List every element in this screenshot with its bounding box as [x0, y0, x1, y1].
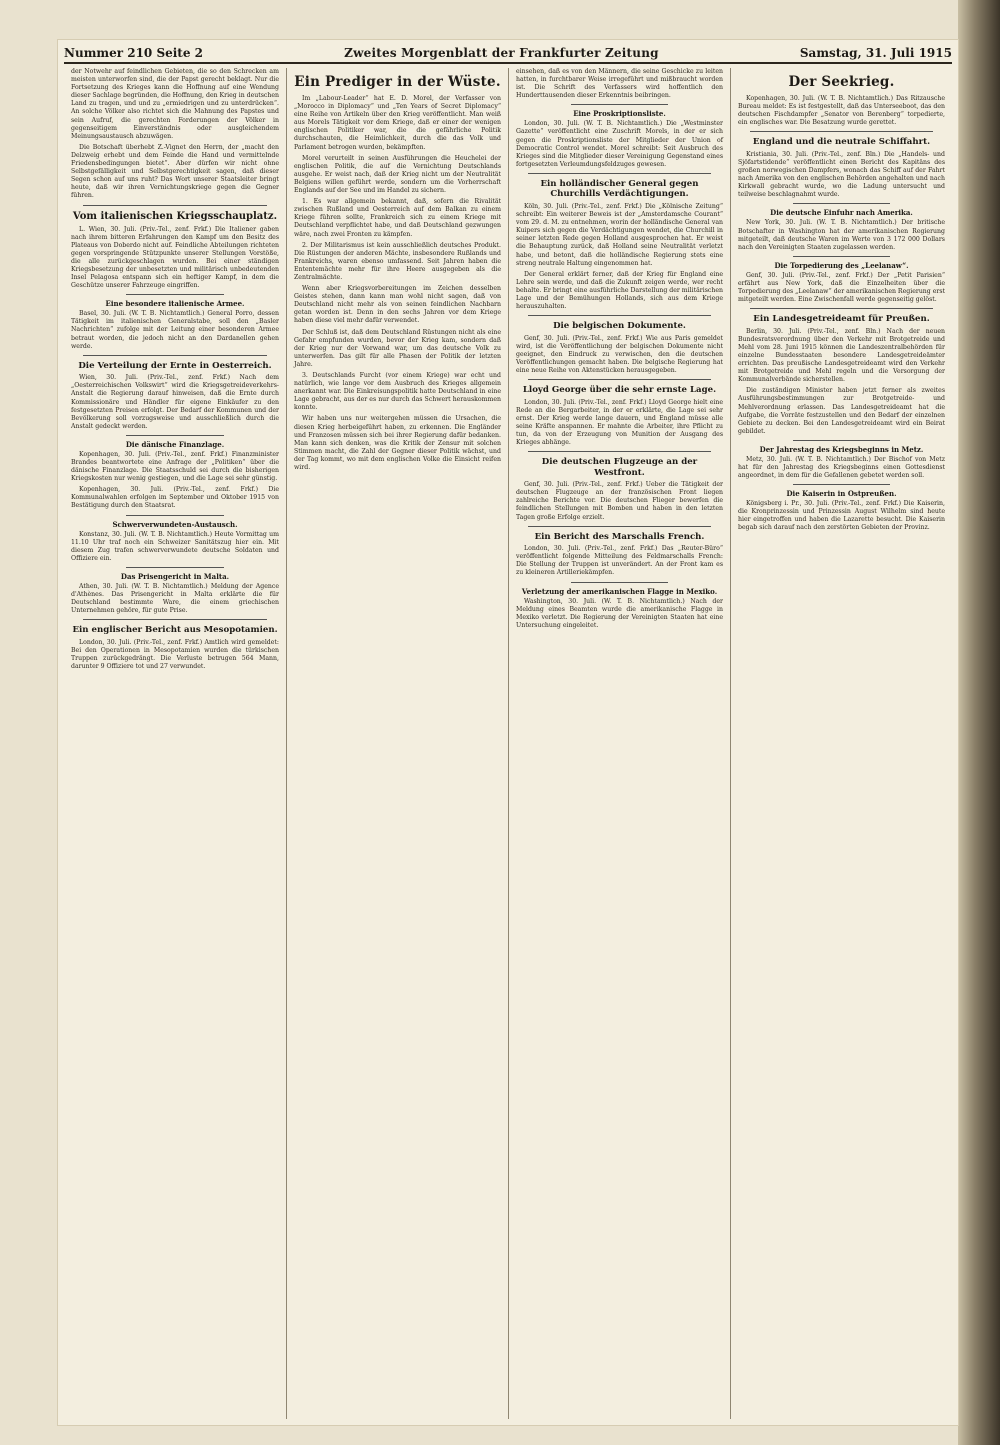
article-text: Washington, 30. Juli. (W. T. B. Nichtamtlich.) Nach der Meldung eines Beamten wurde die amerikanische Flagge in Mexiko verletzt. Die Regierung der Vereinigten Staaten hat eine Untersuchung eingeleitet. — [516, 597, 723, 629]
headline: Die Torpedierung des „Leelanaw“. — [774, 260, 909, 270]
column-1 — [64, 68, 286, 1419]
columns — [64, 68, 952, 1419]
article-text: 2. Der Militarismus ist kein ausschließlich deutsches Produkt. Die Rüstungen der anderen Mächte, insbesondere Rußlands und Frankreichs, waren ebenso umfassend. Seit Jahren haben die Ententemächte mehr für ihre Heere ausgegeben als die Zentralmächte. — [294, 241, 501, 281]
article-text: New York, 30. Juli. (W. T. B. Nichtamtlich.) Der britische Botschafter in Washington hat der amerikanischen Regierung mitgeteilt, daß deutsche Waren im Werte von 3 172 000 Dollars nach den Vereinigten Staaten zugelassen werden. — [738, 219, 945, 251]
headline: Der Seekrieg. — [788, 74, 895, 90]
article-text: Genf, 30. Juli. (Priv.-Tel., zenf. Frkf.) Ueber die Tätigkeit der deutschen Flugzeuge an der französischen Front liegen zahlreiche Berichte vor. Die deutschen Flieger bewerfen die feindlichen Stellungen mit Bomben und haben in den letzten Tagen große Erfolge erzielt. — [516, 481, 723, 521]
article-text: 1. Es war allgemein bekannt, daß, sofern die Rivalität zwischen Rußland und Oesterreich auf dem Balkan zu einem Kriege führen sollte, Frankreich sich zu einem Kriege mit Deutschland verpflichtet habe, und daß Deutschland gezwungen wäre, nach zwei Fronten zu kämpfen. — [294, 198, 501, 238]
article-text: Im „Labour-Leader“ hat E. D. Morel, der Verfasser von „Morocco in Diplomacy“ und „Ten Years of Secret Diplomacy“ eine Reihe von Artikeln über den Krieg veröffentlicht. Man weiß aus Morels Tätigkeit vor dem Kriege, daß er einer der wenigen englischen Politiker war, die die gefährliche Politik durchschauten, die Heimlichkeit, durch die das Volk und Parlament betrogen wurden, bekämpften. — [294, 95, 501, 151]
article-text: Athen, 30. Juli. (W. T. B. Nichtamtlich.) Meldung der Agence d'Athènes. Das Prisengericht in Malta erklärte die für Deutschland bestimmte Ware, die einem griechischen Unternehmen gehöre, für gute Prise. — [71, 582, 279, 615]
divider — [793, 256, 890, 257]
headline: England und die neutrale Schiffahrt. — [752, 137, 931, 148]
divider — [793, 203, 890, 204]
headline: Ein holländischer General gegen Churchills Verdächtigungen. — [540, 178, 699, 200]
divider — [528, 315, 711, 316]
article-text: einsehen, daß es von den Männern, die seine Geschicke zu leiten hatten, in furchtbarer Weise irregeführt und mißbraucht worden ist. Die Schrift des Verfassers wird hoffentlich den Hunderttausenden dieser Erkenntnis beibringen. — [516, 68, 723, 100]
divider — [126, 435, 224, 436]
article-text: Die zuständigen Minister haben jetzt ferner als zweites Ausführungsbestimmungen zur Brotgetreide- und Mehlverordnung erlassen. Das Landesgetreideamt hat die Aufgabe, die Vorräte festzustellen und den Bedarf der einzelnen Gebiete zu decken. Bei den Landesgetreideamt wird ein Beirat gebildet. — [738, 387, 945, 435]
divider — [793, 440, 890, 441]
headline: Lloyd George über die sehr ernste Lage. — [522, 385, 717, 396]
article-text: London, 30. Juli. (Priv.-Tel., zenf. Frkf.) Das „Reuter-Büro“ veröffentlicht folgende Mitteilung des Feldmarschalls French: Die Stellung der Truppen ist unverändert. An der Front kam es zu kleineren Artilleriekämpfen. — [516, 545, 723, 577]
article-text: Wien, 30. Juli. (Priv.-Tel., zenf. Frkf.) Nach dem „Oesterreichischen Volkswirt“ wird die Kriegsgetreideverkehrs-Anstalt die Regierung darauf hinweisen, daß die Ernte durch Kommissionäre und Händler für eigene Einkäufer zu den festgesetzten Preisen erfolgt. Der Bedarf der Kommunen und der Bevölkerung soll vorzugsweise und ausschließlich durch die Anstalt gedeckt werden. — [71, 374, 279, 430]
article-text: Die Botschaft überhebt Z.-Vignet den Herrn, der „macht den Delzweig erhebt und dem Feinde die Hand und vermittelnde Friedensbedingungen bietet“. Aber dürfen wir nicht ohne Selbstgefälligkeit und Selbstgerechtigkeit sagen, daß dieser Segen schon auf uns ruht? Das Wort unserer Staatsleiter bringt heute, daß wir ihren Vernichtungskriege gegen die Gegner führen. — [71, 143, 279, 200]
headline: Vom italienischen Kriegsschauplatz. — [72, 210, 278, 222]
headline: Die deutschen Flugzeuge an der Westfront. — [541, 457, 698, 478]
headline: Ein englischer Bericht aus Mesopotamien. — [72, 625, 278, 636]
headline: Ein Bericht des Marschalls French. — [534, 531, 705, 542]
article-text: Köln, 30. Juli. (Priv.-Tel., zenf. Frkf.) Die „Kölnische Zeitung“ schreibt: Ein weiterer Beweis ist der „Amsterdamsche Courant“ vom 29. d. M. zu entnehmen, worin der holländische General van Kuipers sich gegen die Verdächtigungen wendet, die Churchill in seiner letzten Rede gegen Holland ausgesprochen hat. Er weist die Behauptung zurück, daß Holland seine Neutralität verletzt habe, und betont, daß die holländische Regierung stets eine streng neutrale Haltung eingenommen hat. — [516, 202, 723, 267]
article-text: Metz, 30. Juli. (W. T. B. Nichtamtlich.) Der Bischof von Metz hat für den Jahrestag des Kriegsbeginns einen Gottesdienst angeordnet, in dem für die Gefallenen gebetet werden soll. — [738, 455, 945, 480]
article-text: der Notwehr auf feindlichen Gebieten, die so den Schrecken am meisten unterworfen sind, die der Papst gerecht beklagt. Nur die Fortsetzung des Krieges kann die Hoffnung auf eine Wendung dieser Sachlage begründen, die Hoffnung, den Krieg in deutschen Land zu tragen, und und zu „ermiedrigen und zu unterdrücken“. An solche Völker also richtet sich die Mahnung des Papstes und sein Aufruf, die gerechten Forderungen der Völker in gegenseitigem Einverständnis oder ausgleichendem Meinungsaustausch abzuwägen. — [71, 68, 280, 140]
article-text: Konstanz, 30. Juli. (W. T. B. Nichtamtlich.) Heute Vormittag um 11.10 Uhr traf noch ein Schweizer Sanitätszug hier ein. Mit diesem Zug trafen schwerverwundete deutsche Soldaten und Offiziere ein. — [71, 530, 279, 562]
divider — [571, 104, 668, 105]
article-text: Morel verurteilt in seinen Ausführungen die Heuchelei der englischen Politik, die auf die Vernichtung Deutschlands ausgehe. Er weist nach, daß der Krieg nicht um der Neutralität Belgiens willen geführt werde, sondern um die Vorherrschaft Englands auf der See und im Handel zu sichern. — [294, 154, 501, 195]
divider — [83, 205, 267, 206]
article-text: London, 30. Juli. (W. T. B. Nichtamtlich.) Die „Westminster Gazette“ veröffentlicht eine Zuschrift Morels, in der er sich gegen die Proskriptionsliste der Mitglieder der Union of Democratic Control wendet. Morel schreibt: Seit Ausbruch des Krieges sind die Mitglieder dieser Vereinigung Gegenstand eines fortgesetzten Verleumdungsfeldzuges gewesen. — [516, 120, 723, 168]
divider — [126, 294, 224, 295]
divider — [126, 567, 224, 568]
headline: Schwerverwundeten-Austausch. — [112, 519, 238, 529]
article-text: Berlin, 30. Juli. (Priv.-Tel., zenf. Bln.) Nach der neuen Bundesratsverordnung über den Verkehr mit Brotgetreide und Mehl vom 28. Juni 1915 können die Landeszentralbehörden für einzelne Bundesstaaten besondere Landesgetreideämter errichten. Das preußische Landesgetreideamt wird den Verkehr mit Brotgetreide und Mehl regeln und die Versorgung der Kommunalverbände sicherstellen. — [738, 327, 945, 384]
headline: Ein Prediger in der Wüste. — [294, 74, 501, 90]
book-spine — [958, 0, 1000, 1445]
article-text: Genf, 30. Juli. (Priv.-Tel., zenf. Frkf.) Der „Petit Parisien“ erfährt aus New York, daß die Einzelheiten über die Torpedierung des „Leelanaw“ der amerikanischen Regierung erst mitgeteilt werden. Eine Zwischenfall werde gegenseitig gelöst. — [738, 271, 945, 304]
masthead: Zweites Morgenblatt der Frankfurter Zeitung — [344, 46, 659, 60]
divider — [793, 484, 890, 485]
headline: Die deutsche Einfuhr nach Amerika. — [770, 208, 913, 218]
article-text: 3. Deutschlands Furcht (vor einem Kriege) war echt und natürlich, wie lange vor dem Ausbruch des Krieges allgemein anerkannt war. Die Einkreisungspolitik hatte Deutschland in eine Lage gebracht, aus der es nur durch das Schwert herauskommen konnte. — [294, 372, 501, 412]
article-text: Wir haben uns nur weitergehen müssen die Ursachen, die diesen Krieg herbeigeführt haben, zu erkennen. Die Engländer und Franzosen müssen sich bei ihrer Regierung dafür bedanken. Man kann sich denken, was die Kritik der Zensur mit solchen Stimmen macht, die Zahl der Gegner dieser Politik wächst, und der Tag kommt, wo mit dem englischen Volke die Einsicht reifen wird. — [294, 415, 501, 472]
headline: Die Kaiserin in Ostpreußen. — [786, 489, 897, 499]
column-3 — [508, 68, 730, 1419]
headline: Die Verteilung der Ernte in Oesterreich. — [78, 360, 272, 371]
article-text: Basel, 30. Juli. (W. T. B. Nichtamtlich.) General Porro, dessen Tätigkeit im italienischen Generalstabe, soll den „Basler Nachrichten“ zufolge mit der Leitung einer besonderen Armee betraut worden, die jedoch nicht an den Dardanellen gehen werde. — [71, 310, 279, 350]
issue-number: Nummer 210 Seite 2 — [64, 46, 204, 60]
article-text: Wenn aber Kriegsvorbereitungen im Zeichen desselben Geistes stehen, dann kann man wohl nicht sagen, daß von Deutschland nicht mehr als von seinen feindlichen Nachbarn getan worden ist. Denn in den sechs Jahren vor dem Kriege haben diese viel mehr dafür verwendet. — [294, 285, 501, 325]
article-text: Genf, 30. Juli. (Priv.-Tel., zenf. Frkf.) Wie aus Paris gemeldet wird, ist die Veröffentlichung der belgischen Dokumente nicht geeignet, den Eindruck zu verwischen, den die deutschen Veröffentlichungen gemacht haben. Die belgische Regierung hat eine neue Reihe von Aktenstücken herausgegeben. — [516, 334, 723, 375]
newspaper-page — [58, 40, 958, 1425]
article-text: Der General erklärt ferner, daß der Krieg für England eine Lehre sein werde, und daß die Zukunft zeigen werde, wer recht behalte. Er bringt eine ausführliche Darstellung der militärischen Lage und der Bemühungen Hollands, sich aus dem Kriege herauszuhalten. — [516, 270, 723, 311]
headline: Die dänische Finanzlage. — [125, 439, 225, 449]
divider — [571, 582, 668, 583]
divider — [126, 515, 224, 516]
divider — [750, 308, 933, 309]
headline: Eine Proskriptionsliste. — [573, 109, 666, 119]
article-text: Kopenhagen, 30. Juli. (Priv.-Tel., zenf. Frkf.) Die Kommunalwahlen erfolgen im September und Oktober 1915 von Bestätigung durch den Staatsrat. — [71, 486, 279, 510]
divider — [528, 451, 711, 452]
divider — [528, 173, 711, 174]
divider — [528, 379, 711, 380]
article-text: Kristiania, 30. Juli. (Priv.-Tel., zenf. Bln.) Die „Handels- und Sjöfartstidende“ veröffentlicht einen Bericht des Kapitäns des großen norwegischen Dampfers, wonach das Schiff auf der Fahrt nach Amerika von den englischen Behörden angehalten und nach Kirkwall gebracht wurde, wo die Ladung untersucht und teilweise beschlagnahmt wurde. — [738, 150, 945, 199]
article-text: London, 30. Juli. (Priv.-Tel., zenf. Frkf.) Amtlich wird gemeldet: Bei den Operationen in Mesopotamien wurden die türkischen Truppen zurückgedrängt. Die Verluste betrugen 564 Mann, darunter 9 Offiziere tot und 27 verwundet. — [71, 638, 279, 671]
article-text: Königsberg i. Pr., 30. Juli. (Priv.-Tel., zenf. Frkf.) Die Kaiserin, die Kronprinzessin und Prinzessin August Wilhelm sind heute hier eingetroffen und haben die Lazarette besucht. Die Kaiserin begab sich darauf nach den zerstörten Gebieten der Provinz. — [738, 500, 945, 532]
headline: Das Prisengericht in Malta. — [120, 571, 230, 581]
divider — [528, 526, 711, 527]
headline: Verletzung der amerikanischen Flagge in Mexiko. — [521, 586, 718, 596]
headline: Ein Landesgetreideamt für Preußen. — [753, 314, 930, 325]
article-text: Kopenhagen, 30. Juli. (Priv.-Tel., zenf. Frkf.) Finanzminister Brandes beantwortete eine Anfrage der „Politiken“ über die dänische Finanzlage. Die Staatsschuld sei durch die bisherigen Kriegskosten nur wenig gestiegen, und die Lage sei sehr günstig. — [71, 450, 279, 483]
article-text: Kopenhagen, 30. Juli. (W. T. B. Nichtamtlich.) Das Ritzausche Bureau meldet: Es ist festgestellt, daß das Unterseeboot, das den deutschen Fischdampfer „Senator von Berenberg“ torpedierte, ein englisches war. Die Besatzung wurde gerettet. — [738, 95, 945, 127]
article-text: L. Wien, 30. Juli. (Priv.-Tel., zenf. Frkf.) Die Italiener gaben nach ihrem bitteren Erfahrungen den Kampf um den Besitz des Plateaus von Doberdo nicht auf. Feindliche Abteilungen richteten gegen vorspringende Stützpunkte unserer Stellungen Vorstöße, die alle zurückgeschlagen wurden. Bei einer ständigen Kriegsbesetzung der unbesetzten und militärisch unbedeutenden Insel Pelagosa entspann sich ein heftiger Kampf, in dem die Geschütze unserer Fahrzeuge eingriffen. — [71, 225, 279, 290]
page-header — [64, 44, 952, 64]
divider — [750, 131, 933, 132]
issue-date: Samstag, 31. Juli 1915 — [799, 46, 952, 60]
article-text: Der Schluß ist, daß dem Deutschland Rüstungen nicht als eine Gefahr empfunden wurden, bevor der Krieg kam, sondern daß der Krieg nur der Vorwand war, um das deutsche Volk zu unterwerfen. Das gilt für alle Phasen der Politik der letzten Jahre. — [294, 328, 501, 368]
headline: Die belgischen Dokumente. — [553, 321, 686, 332]
column-4 — [730, 68, 952, 1419]
headline: Eine besondere italienische Armee. — [105, 299, 245, 309]
divider — [83, 619, 267, 620]
column-2 — [286, 68, 508, 1419]
headline: Der Jahrestag des Kriegsbeginns in Metz. — [759, 444, 924, 454]
article-text: London, 30. Juli. (Priv.-Tel., zenf. Frkf.) Lloyd George hielt eine Rede an die Bergarbeiter, in der er erklärte, die Lage sei sehr ernst. Der Krieg werde lange dauern, und England müsse alle seine Kräfte anspannen. Er mahnte die Arbeiter, ihre Pflicht zu tun, da von der Erzeugung von Munition der Ausgang des Krieges abhänge. — [516, 398, 723, 447]
divider — [83, 355, 267, 356]
